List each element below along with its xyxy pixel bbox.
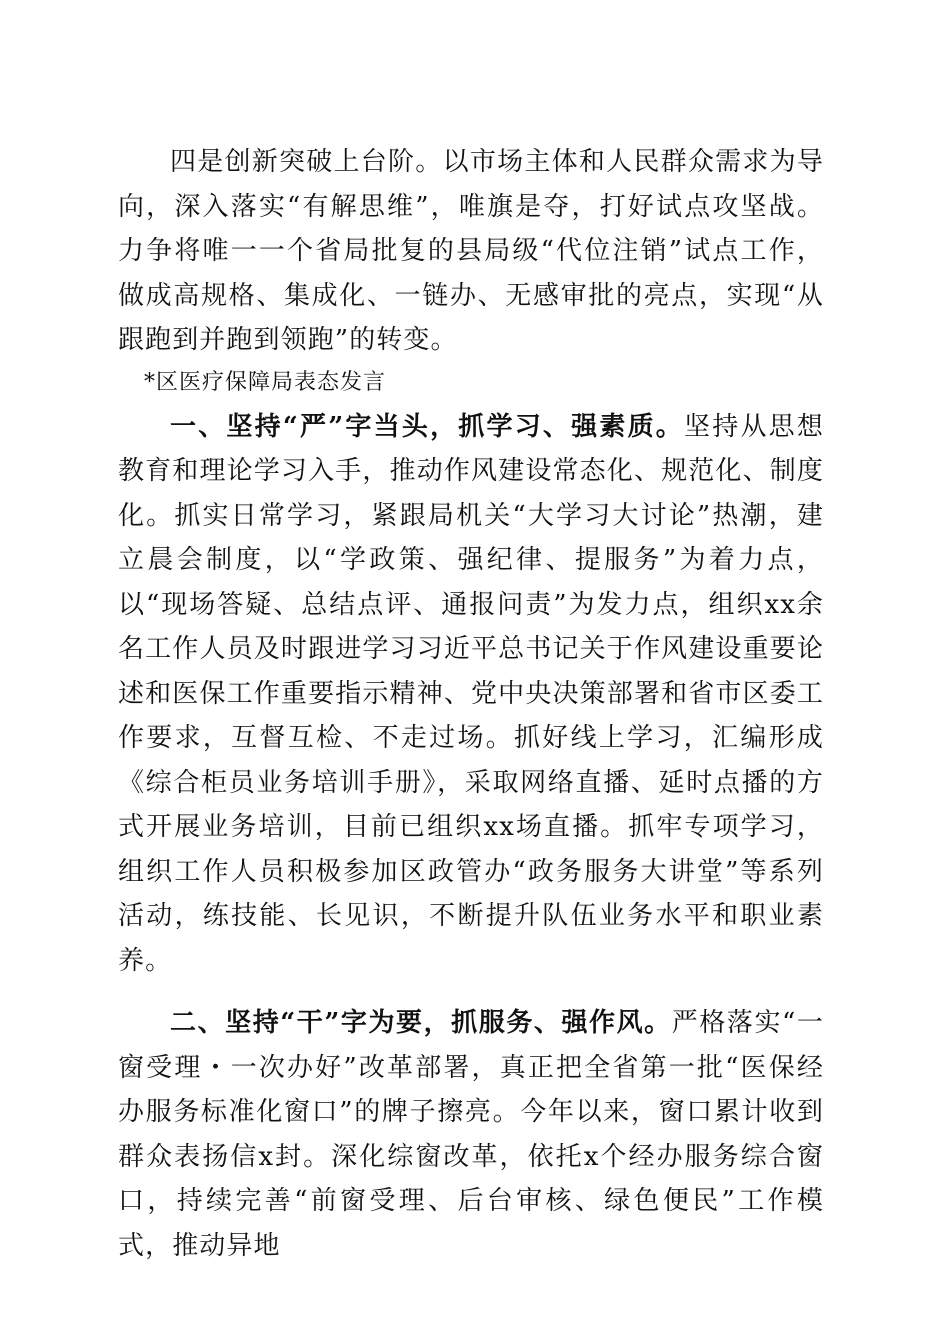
- paragraph-text: 四是创新突破上台阶。以市场主体和人民群众需求为导向，深入落实“有解思维”，唯旗是夺，打好试点攻坚战。力争将唯一一个省局批复的县局级“代位注销”试点工作，做成高规格、集成化、一链办、无感审批的亮点，实现“从跟跑到并跑到领跑”的转变。: [118, 147, 824, 355]
- paragraph-text: 严格落实“一窗受理・一次办好”改革部署，真正把全省第一批“医保经办服务标准化窗口”的牌子擦亮。今年以来，窗口累计收到群众表扬信x封。深化综窗改革，依托x个经办服务综合窗口，持续完善“前窗受理、后台审核、绿色便民”工作模式，推动异地: [118, 1008, 824, 1261]
- paragraph-lead: 一、坚持“严”字当头，抓学习、强素质。: [170, 411, 685, 442]
- section-heading-medical-insurance: [118, 365, 824, 401]
- paragraph-innovation: [118, 140, 824, 363]
- document-body: [118, 140, 824, 1268]
- paragraph-service-style: [118, 1001, 824, 1268]
- paragraph-lead: 二、坚持“干”字为要，抓服务、强作风。: [170, 1008, 672, 1038]
- paragraph-spacer: [118, 983, 824, 1001]
- heading-text: *区医疗保障局表态发言: [144, 369, 387, 395]
- paragraph-strict-study: [118, 405, 824, 984]
- paragraph-text: 坚持从思想教育和理论学习入手，推动作风建设常态化、规范化、制度化。抓实日常学习，紧跟局机关“大学习大讨论”热潮，建立晨会制度，以“学政策、强纪律、提服务”为着力点，以“现场答疑、总结点评、通报问责”为发力点，组织xx余名工作人员及时跟进学习习近平总书记关于作风建设重要论述和医保工作重要指示精神、党中央决策部署和省市区委工作要求，互督互检、不走过场。抓好线上学习，汇编形成《综合柜员业务培训手册》，采取网络直播、延时点播的方式开展业务培训，目前已组织xx场直播。抓牢专项学习，组织工作人员积极参加区政管办“政务服务大讲堂”等系列活动，练技能、长见识，不断提升队伍业务水平和职业素养。: [118, 411, 824, 976]
